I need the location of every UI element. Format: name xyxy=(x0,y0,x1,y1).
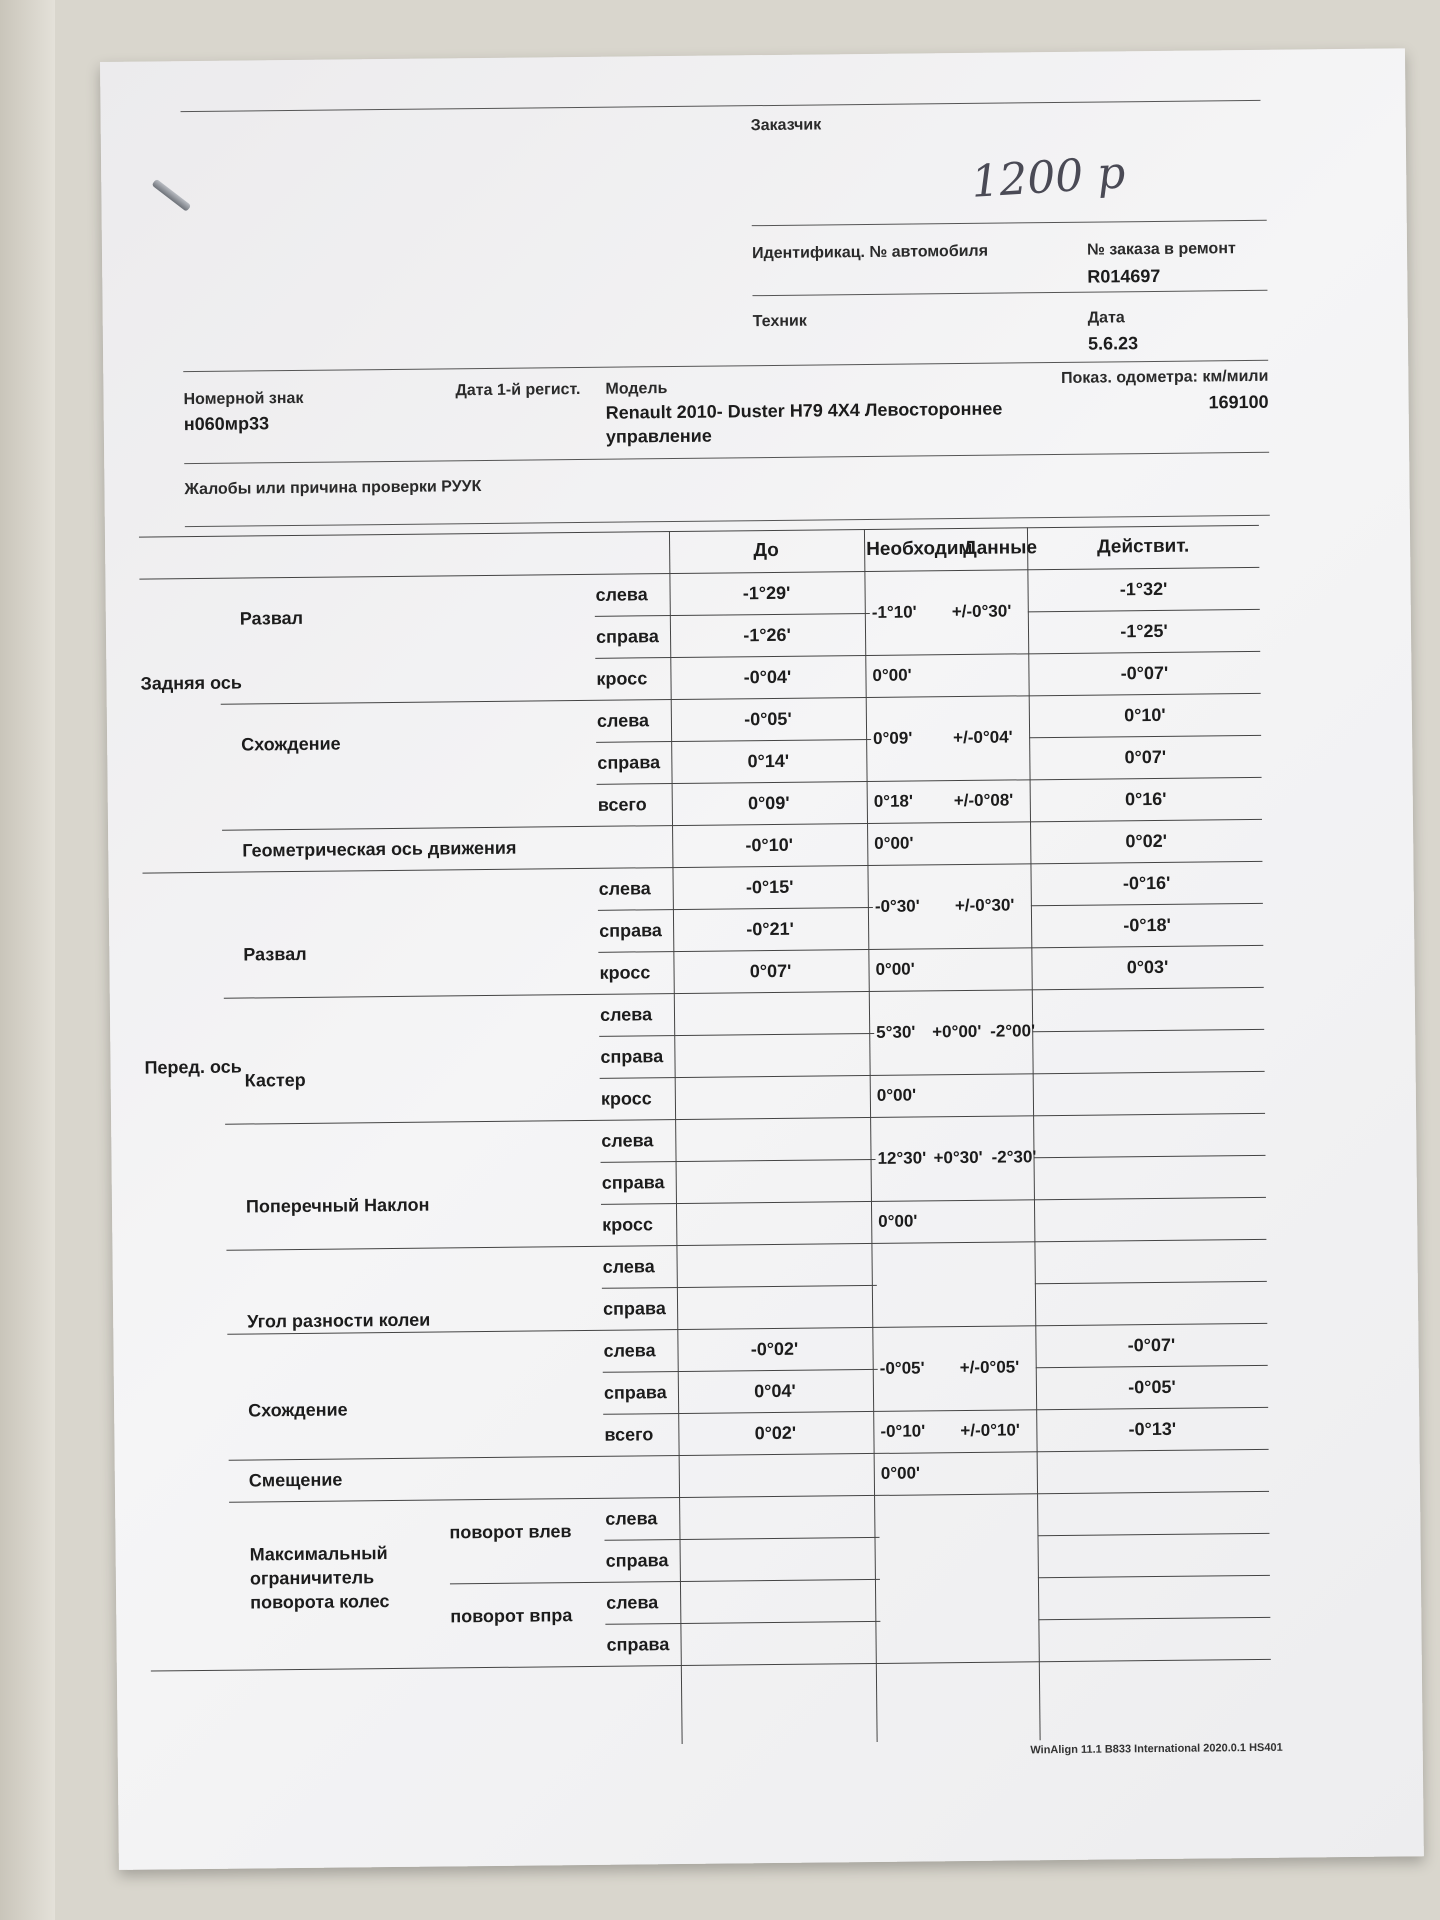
alignment-report-sheet xyxy=(100,48,1424,1870)
side-right: справа xyxy=(599,920,662,941)
actual-value: -0°16' xyxy=(1122,872,1171,894)
tolerance-value: +/-0°30' xyxy=(951,601,1012,622)
side-right: справа xyxy=(601,1172,665,1193)
side-left: слева xyxy=(603,1340,656,1361)
side-left: слева xyxy=(606,1592,659,1613)
setback-label: Смещение xyxy=(248,1469,343,1491)
actual-value: -0°13' xyxy=(1128,1418,1177,1440)
side-cross: кросс xyxy=(596,668,648,689)
alignment-table xyxy=(139,525,1272,1750)
spec-value: 0°00' xyxy=(876,1085,917,1105)
spec-value: 5°30' xyxy=(876,1022,916,1042)
technician-label: Техник xyxy=(752,312,807,331)
date-value: 5.6.23 xyxy=(1087,333,1139,354)
sai-label: Поперечный Наклон xyxy=(245,1194,430,1217)
spec-value: -0°05' xyxy=(879,1358,925,1378)
side-right: справа xyxy=(603,1382,667,1403)
side-cross: кросс xyxy=(599,962,651,983)
handwritten-price: 1200 р xyxy=(969,147,1127,208)
before-value: -0°21' xyxy=(746,918,794,940)
rule xyxy=(752,220,1267,226)
reg-date-label: Дата 1-й регист. xyxy=(455,380,581,400)
side-right: справа xyxy=(602,1298,666,1319)
side-left: слева xyxy=(596,710,650,731)
model-value-line1: Renault 2010- Duster H79 4X4 Левостороннее xyxy=(605,398,1003,423)
before-value: -0°04' xyxy=(743,666,792,688)
rule xyxy=(185,515,1270,527)
actual-value: -1°25' xyxy=(1120,620,1168,642)
model-label: Модель xyxy=(605,380,668,398)
staple xyxy=(151,179,191,212)
side-right: справа xyxy=(600,1046,664,1067)
spec-value: 12°30' xyxy=(877,1148,927,1168)
front-toe-label: Схождение xyxy=(248,1399,348,1421)
odometer-value: 169100 xyxy=(1208,391,1269,413)
header-before: До xyxy=(753,539,779,562)
side-right: справа xyxy=(606,1634,670,1655)
actual-value: -0°07' xyxy=(1120,662,1169,684)
side-right: справа xyxy=(605,1550,669,1571)
tolerance-value: +/-0°30' xyxy=(954,895,1015,916)
order-value: R014697 xyxy=(1087,265,1161,287)
side-right: справа xyxy=(595,626,659,647)
actual-value: -0°07' xyxy=(1127,1334,1176,1356)
complaints-label: Жалобы или причина проверки РУУК xyxy=(184,478,482,499)
model-value-line2: управление xyxy=(605,425,712,447)
tolerance-value: +/-0°10' xyxy=(960,1420,1021,1441)
before-value: -0°05' xyxy=(744,708,792,730)
tolerance-minus: -2°30' xyxy=(991,1147,1037,1167)
actual-value: 0°03' xyxy=(1126,956,1169,978)
spec-value: 0°09' xyxy=(873,728,913,748)
spec-value: 0°18' xyxy=(873,791,914,811)
tolerance-value: +/-0°05' xyxy=(959,1357,1020,1378)
side-total: всего xyxy=(604,1424,654,1445)
before-value: 0°09' xyxy=(747,792,790,814)
actual-value: 0°16' xyxy=(1124,788,1167,810)
rule xyxy=(184,452,1269,464)
order-label: № заказа в ремонт xyxy=(1086,240,1236,259)
actual-value: 0°02' xyxy=(1125,830,1168,852)
side-left: слева xyxy=(598,878,651,899)
odometer-label: Показ. одометра: км/мили xyxy=(1061,367,1269,387)
rear-toe-label: Схождение xyxy=(241,733,341,755)
date-label: Дата xyxy=(1087,309,1125,327)
actual-value: -1°32' xyxy=(1119,578,1168,600)
actual-value: 0°10' xyxy=(1124,704,1166,726)
side-cross: кросс xyxy=(600,1088,652,1109)
turn-left-label: поворот влев xyxy=(449,1521,572,1543)
header-required: Необходим xyxy=(866,537,973,561)
rule xyxy=(181,100,1261,112)
before-value: -0°02' xyxy=(750,1338,799,1360)
tolerance-plus: +0°00' xyxy=(932,1021,982,1042)
tolerance-plus: +0°30' xyxy=(933,1147,983,1168)
before-value: -1°26' xyxy=(743,624,791,646)
before-value: -1°29' xyxy=(742,582,791,604)
caster-label: Кастер xyxy=(244,1069,306,1091)
spec-value: 0°00' xyxy=(875,959,915,979)
spec-value: -0°10' xyxy=(880,1421,926,1441)
front-axle-label: Перед. ось xyxy=(144,1056,242,1078)
max-steer-label-3: поворота колес xyxy=(250,1591,390,1613)
plate-value: н060мр33 xyxy=(183,413,270,435)
side-left: слева xyxy=(601,1130,654,1151)
turn-right-label: поворот впра xyxy=(450,1605,573,1627)
tolerance-value: +/-0°04' xyxy=(953,727,1013,748)
table-surface xyxy=(0,0,55,1920)
spec-value: -0°30' xyxy=(874,896,920,916)
max-steer-label-2: ограничитель xyxy=(249,1567,375,1589)
spec-value: 0°00' xyxy=(880,1463,921,1483)
spec-value: -1°10' xyxy=(871,602,917,622)
before-value: 0°02' xyxy=(754,1422,797,1444)
max-steer-label-1: Максимальный xyxy=(249,1543,388,1565)
rule xyxy=(752,290,1267,296)
side-cross: кросс xyxy=(602,1214,654,1235)
before-value: -0°15' xyxy=(745,876,794,898)
header-data: Данные xyxy=(963,537,1038,559)
vin-label: Идентификац. № автомобиля xyxy=(751,242,989,263)
actual-value: 0°07' xyxy=(1124,746,1167,768)
toe-out-on-turns-label: Угол разности колеи xyxy=(247,1309,431,1332)
software-footer: WinAlign 11.1 B833 International 2020.0.1 HS401 xyxy=(1030,1741,1283,1757)
thrust-angle-label: Геометрическая ось движения xyxy=(242,837,517,861)
front-camber-label: Развал xyxy=(243,943,307,965)
side-left: слева xyxy=(599,1004,653,1025)
before-value: 0°14' xyxy=(747,750,790,772)
spec-value: 0°00' xyxy=(872,665,912,685)
tolerance-value: +/-0°08' xyxy=(953,790,1014,811)
side-right: справа xyxy=(597,752,661,773)
header-actual: Действит. xyxy=(1096,535,1190,558)
before-value: -0°10' xyxy=(745,834,794,856)
side-left: слева xyxy=(602,1256,655,1277)
tolerance-minus: -2°00' xyxy=(990,1021,1036,1041)
before-value: 0°07' xyxy=(749,960,792,982)
spec-value: 0°00' xyxy=(878,1211,918,1231)
actual-value: -0°18' xyxy=(1123,914,1171,936)
plate-label: Номерной знак xyxy=(183,389,304,409)
spec-value: 0°00' xyxy=(874,833,914,853)
side-left: слева xyxy=(605,1508,658,1529)
side-total: всего xyxy=(597,794,647,815)
customer-label: Заказчик xyxy=(750,116,822,135)
actual-value: -0°05' xyxy=(1128,1376,1176,1398)
side-left: слева xyxy=(595,584,648,605)
rear-axle-label: Задняя ось xyxy=(140,672,243,694)
before-value: 0°04' xyxy=(754,1380,796,1402)
rear-camber-label: Развал xyxy=(239,607,304,629)
